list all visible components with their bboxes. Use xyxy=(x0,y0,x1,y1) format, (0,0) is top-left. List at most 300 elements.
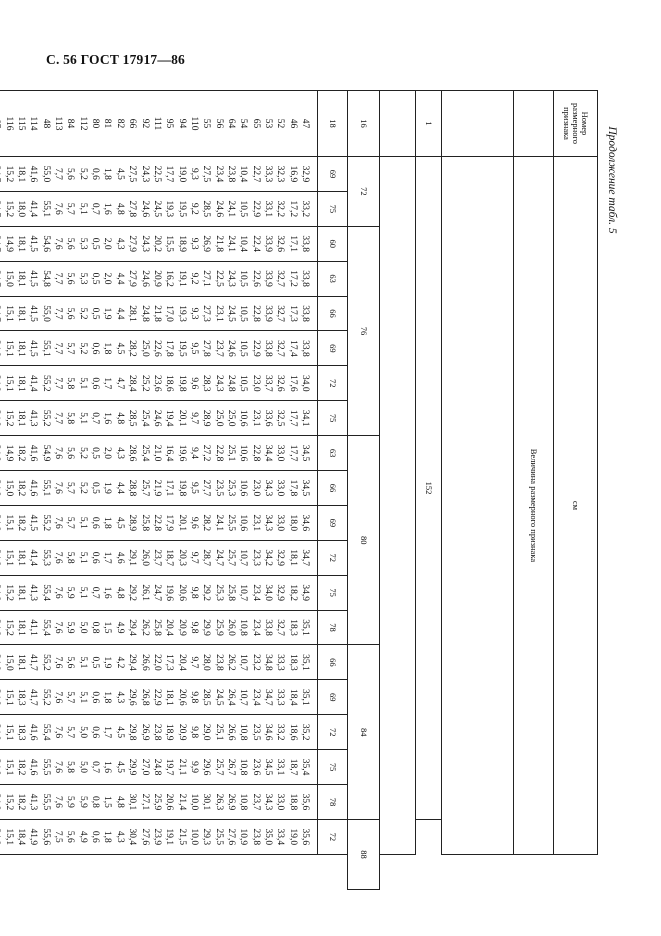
value-cell: 41,3 xyxy=(28,793,39,811)
value-cell: 4,3 xyxy=(114,237,125,250)
value-cell: 1,8 xyxy=(102,342,113,355)
value-cell: 17,4 xyxy=(287,340,298,357)
value-cell: 32,6 xyxy=(275,235,286,253)
value-cell: 0,8 xyxy=(90,796,101,808)
value-cell: 30,1 xyxy=(201,793,212,811)
value-cell: 23,4 xyxy=(213,165,224,183)
value-column xyxy=(0,540,318,575)
value-cell: 9,3 xyxy=(188,307,199,320)
value-column xyxy=(0,750,318,785)
value-cell: 34,4 xyxy=(262,444,273,462)
value-cell: 9,2 xyxy=(188,202,199,215)
value-cell: 7,6 xyxy=(53,656,64,669)
value-cell: 17,2 xyxy=(287,270,298,287)
value-cell: 5,0 xyxy=(77,726,88,739)
value-cell: 32,3 xyxy=(275,165,286,183)
table-rotated xyxy=(3,90,598,890)
value-cell: 35,1 xyxy=(300,619,310,636)
value-cell: 21,4 xyxy=(176,793,187,811)
row-id: 114 xyxy=(28,116,39,131)
value-cell: 32,9 xyxy=(275,549,286,567)
value-cell: 18,2 xyxy=(16,479,27,497)
value-cell: 55,2 xyxy=(40,374,51,392)
value-cell: 27,5 xyxy=(127,165,138,183)
value-cell: 1,7 xyxy=(102,726,113,739)
value-cell: 22,6 xyxy=(250,270,261,287)
value-cell: 26,9 xyxy=(225,793,236,811)
value-cell: 33,1 xyxy=(275,758,286,776)
value-cell: 4,3 xyxy=(114,691,125,704)
value-cell: 29,6 xyxy=(127,688,138,706)
value-cell: 41,3 xyxy=(28,584,39,601)
value-cell: 4,5 xyxy=(114,761,125,774)
column-header-cell: 78 xyxy=(318,785,348,820)
value-cell: 5,9 xyxy=(65,621,76,634)
value-cell: 18,1 xyxy=(16,584,27,601)
value-cell: 5,9 xyxy=(77,796,88,808)
value-cell: 55,0 xyxy=(40,165,51,183)
value-cell: 25,1 xyxy=(213,723,224,741)
value-cell: 28,2 xyxy=(127,340,138,357)
value-column xyxy=(0,157,318,192)
value-column xyxy=(0,436,318,471)
value-cell: 41,5 xyxy=(28,514,39,532)
value-cell: 19,5 xyxy=(176,200,187,218)
value-cell: 7,5 xyxy=(53,830,64,843)
value-cell: 19,0 xyxy=(287,828,298,846)
value-cell: 24,6 xyxy=(213,200,224,218)
value-cell: 25,7 xyxy=(225,549,236,567)
value-cell: 4,5 xyxy=(114,168,125,180)
value-cell: 26,0 xyxy=(139,549,150,567)
value-cell: 29,3 xyxy=(201,828,212,846)
value-cell: 55,1 xyxy=(40,340,51,357)
value-cell: 5,8 xyxy=(65,551,76,564)
value-cell: 5,0 xyxy=(77,621,88,634)
code-label-spacer xyxy=(514,91,554,157)
value-column xyxy=(0,785,318,820)
spacer-cell xyxy=(442,91,514,157)
value-cell: 9,7 xyxy=(188,656,199,669)
value-cell: 18,1 xyxy=(16,654,27,671)
value-cell: 17,2 xyxy=(287,200,298,218)
value-cell: 7,6 xyxy=(53,691,64,704)
value-cell: 9,6 xyxy=(188,516,199,529)
value-cell: 21,5 xyxy=(176,828,187,846)
value-cell: 22,9 xyxy=(151,688,162,706)
value-cell: 10,6 xyxy=(238,444,249,462)
value-cell: 7,6 xyxy=(53,237,64,250)
value-cell: 23,5 xyxy=(250,723,261,741)
value-cell: 1,9 xyxy=(102,307,113,320)
value-cell: 34,6 xyxy=(300,514,310,532)
value-cell: 18,2 xyxy=(16,444,27,462)
value-cell: 1,7 xyxy=(102,377,113,390)
value-cell: 7,6 xyxy=(53,621,64,634)
value-column xyxy=(0,505,318,540)
value-cell: 28,9 xyxy=(127,514,138,532)
value-cell: 24,8 xyxy=(139,305,150,322)
row-id: 65 xyxy=(250,118,261,129)
value-cell: 27,5 xyxy=(201,165,212,183)
level2-header-cell: 88 xyxy=(348,819,380,889)
value-cell: 5,6 xyxy=(65,830,76,843)
value-cell: 32,9 xyxy=(275,584,286,601)
value-cell: 32,7 xyxy=(275,305,286,322)
value-cell: 27,1 xyxy=(201,270,212,287)
value-cell: 22,8 xyxy=(250,444,261,462)
value-cell: 22,0 xyxy=(151,654,162,671)
value-cell: 9,8 xyxy=(188,691,199,704)
table-continuation-label: Продолжение табл. 5 xyxy=(606,126,618,234)
value-cell: 29,2 xyxy=(201,584,212,601)
value-cell: 15,1 xyxy=(3,549,14,567)
value-cell: 15,2 xyxy=(3,584,14,601)
value-cell: 15,2 xyxy=(3,409,14,427)
value-cell: 10,6 xyxy=(238,409,249,427)
value-cell: 54,9 xyxy=(40,444,51,462)
value-cell: 32,5 xyxy=(275,409,286,427)
value-cell: 23,9 xyxy=(151,828,162,846)
value-cell: 25,1 xyxy=(225,444,236,462)
value-cell: 0,5 xyxy=(90,656,101,669)
value-cell: 20,9 xyxy=(151,270,162,287)
column-header-cell: 60 xyxy=(318,226,348,261)
value-cell: 35,1 xyxy=(300,654,310,671)
value-cell: 1,9 xyxy=(102,656,113,669)
value-cell: 33,8 xyxy=(300,270,310,287)
value-cell: 24,5 xyxy=(213,688,224,706)
value-cell: 35,6 xyxy=(300,793,310,811)
value-cell: 0,6 xyxy=(90,516,101,529)
value-cell: 27,2 xyxy=(201,444,212,462)
value-cell: 26,2 xyxy=(139,619,150,636)
value-cell: 7,7 xyxy=(53,307,64,320)
value-cell: 9,8 xyxy=(188,621,199,634)
unit-cell: см xyxy=(554,157,598,855)
value-cell: 29,4 xyxy=(127,619,138,636)
value-cell: 33,6 xyxy=(262,409,273,427)
value-cell: 10,7 xyxy=(238,654,249,671)
value-cell: 10,5 xyxy=(238,340,249,357)
value-cell: 7,6 xyxy=(53,516,64,529)
value-cell: 22,9 xyxy=(250,340,261,357)
value-cell: 22,9 xyxy=(250,200,261,218)
value-cell: 17,7 xyxy=(287,409,298,427)
value-cell: 34,2 xyxy=(262,549,273,567)
value-cell: 24,1 xyxy=(225,235,236,253)
value-cell: 1,6 xyxy=(102,412,113,425)
value-cell: 55,5 xyxy=(40,793,51,811)
value-cell: 55,3 xyxy=(40,549,51,567)
value-cell: 35,1 xyxy=(300,688,310,706)
value-cell: 4,8 xyxy=(114,412,125,425)
value-cell: 54,6 xyxy=(40,235,51,253)
value-column xyxy=(0,575,318,610)
value-cell: 19,1 xyxy=(164,828,175,846)
value-column xyxy=(0,610,318,645)
value-cell: 24,7 xyxy=(151,584,162,601)
page-header: С. 56 ГОСТ 17917—86 xyxy=(46,52,185,67)
value-cell: 1,5 xyxy=(102,796,113,808)
value-cell: 25,4 xyxy=(139,444,150,462)
value-cell: 27,8 xyxy=(201,340,212,357)
value-cell: 25,3 xyxy=(225,479,236,497)
value-cell: 25,5 xyxy=(225,514,236,532)
row-id: 84 xyxy=(65,118,76,129)
value-cell: 33,3 xyxy=(275,688,286,706)
value-cell: 20,6 xyxy=(176,688,187,706)
value-cell: 10,4 xyxy=(238,235,249,253)
value-cell: 19,8 xyxy=(176,479,187,497)
value-cell: 33,2 xyxy=(300,200,310,218)
value-cell: 24,6 xyxy=(151,409,162,427)
value-cell: 55,1 xyxy=(40,479,51,497)
value-cell: 19,6 xyxy=(176,444,187,462)
value-cell: 0,6 xyxy=(90,342,101,355)
value-cell: 28,9 xyxy=(201,409,212,427)
value-cell: 24,3 xyxy=(213,374,224,392)
value-cell: 1,8 xyxy=(102,516,113,529)
value-cell: 23,0 xyxy=(250,479,261,497)
value-cell: 4,4 xyxy=(114,482,125,494)
value-cell: 4,8 xyxy=(114,586,125,599)
value-column xyxy=(0,715,318,750)
value-cell: 18,3 xyxy=(287,654,298,671)
value-column xyxy=(0,401,318,436)
value-cell: 0,5 xyxy=(90,482,101,494)
value-cell: 23,4 xyxy=(250,688,261,706)
value-cell: 26,4 xyxy=(225,688,236,706)
value-cell: 55,0 xyxy=(40,305,51,322)
value-column xyxy=(0,645,318,680)
value-column xyxy=(0,226,318,261)
value-cell: 5,0 xyxy=(77,761,88,774)
value-cell: 0,6 xyxy=(90,691,101,704)
value-cell: 41,6 xyxy=(28,758,39,776)
value-cell: 4,5 xyxy=(114,726,125,739)
value-cell: 18,9 xyxy=(176,235,187,253)
value-cell: 0,5 xyxy=(90,237,101,250)
value-cell: 4,3 xyxy=(114,447,125,459)
value-cell: 9,8 xyxy=(188,726,199,739)
value-cell: 33,9 xyxy=(262,305,273,322)
value-cell: 18,1 xyxy=(16,305,27,322)
value-cell: 5,8 xyxy=(65,412,76,425)
value-cell: 4,7 xyxy=(114,377,125,390)
value-cell: 41,6 xyxy=(28,444,39,462)
value-cell: 35,0 xyxy=(262,828,273,846)
value-cell: 0,6 xyxy=(90,168,101,180)
value-cell: 10,8 xyxy=(238,793,249,811)
header-row-number-cell: 1 xyxy=(416,91,442,157)
value-cell: 10,8 xyxy=(238,723,249,741)
value-cell: 34,0 xyxy=(300,374,310,392)
value-cell: 0,5 xyxy=(90,272,101,285)
value-cell: 15,1 xyxy=(3,688,14,706)
value-cell: 27,6 xyxy=(139,828,150,846)
value-cell: 24,5 xyxy=(225,305,236,322)
value-cell: 21,1 xyxy=(176,758,187,776)
value-cell: 25,2 xyxy=(139,374,150,392)
value-cell: 29,8 xyxy=(127,723,138,741)
value-cell: 7,7 xyxy=(53,377,64,390)
value-cell: 26,6 xyxy=(225,723,236,741)
value-cell: 34,1 xyxy=(300,409,310,427)
value-cell: 19,8 xyxy=(176,374,187,392)
value-cell: 55,2 xyxy=(40,688,51,706)
value-cell: 25,9 xyxy=(213,619,224,636)
value-cell: 18,1 xyxy=(16,549,27,567)
value-cell: 18,1 xyxy=(164,688,175,706)
value-cell: 16,4 xyxy=(164,444,175,462)
level2-header-cell: 72 xyxy=(348,157,380,227)
value-cell: 23,7 xyxy=(151,549,162,567)
value-cell: 33,7 xyxy=(262,374,273,392)
value-cell: 5,8 xyxy=(65,761,76,774)
value-cell: 4,3 xyxy=(114,830,125,843)
value-cell: 5,6 xyxy=(65,447,76,459)
row-id: 116 xyxy=(3,116,14,131)
value-cell: 18,1 xyxy=(16,374,27,392)
value-cell: 23,1 xyxy=(213,305,224,322)
value-cell: 19,0 xyxy=(176,165,187,183)
value-cell: 10,8 xyxy=(238,619,249,636)
value-cell: 5,1 xyxy=(77,202,88,215)
value-cell: 5,8 xyxy=(65,377,76,390)
value-cell: 1,9 xyxy=(102,482,113,494)
value-cell: 7,6 xyxy=(53,761,64,774)
column-header-cell: 63 xyxy=(318,436,348,471)
value-cell: 19,5 xyxy=(176,340,187,357)
value-cell: 25,0 xyxy=(213,409,224,427)
value-cell: 5,7 xyxy=(65,726,76,739)
value-cell: 24,3 xyxy=(139,235,150,253)
value-cell: 20,3 xyxy=(176,549,187,567)
value-cell: 18,1 xyxy=(16,165,27,183)
value-cell: 33,3 xyxy=(262,165,273,183)
value-cell: 20,4 xyxy=(164,619,175,636)
column-header-cell: 72 xyxy=(318,540,348,575)
value-cell: 41,4 xyxy=(28,549,39,567)
value-cell: 29,4 xyxy=(127,654,138,671)
value-cell: 5,2 xyxy=(77,307,88,320)
value-cell: 18,2 xyxy=(16,514,27,532)
row-id: 54 xyxy=(238,118,249,129)
value-cell: 34,5 xyxy=(262,758,273,776)
value-cell: 0,7 xyxy=(90,761,101,774)
value-cell: 10,9 xyxy=(238,828,249,846)
value-cell: 27,8 xyxy=(127,200,138,218)
value-cell: 18,0 xyxy=(16,200,27,218)
value-cell: 18,1 xyxy=(16,270,27,287)
value-cell: 33,8 xyxy=(262,340,273,357)
column-header-cell: 75 xyxy=(318,191,348,226)
row-id: 82 xyxy=(114,118,125,129)
value-cell: 19,4 xyxy=(164,409,175,427)
value-cell: 17,6 xyxy=(287,374,298,392)
value-cell: 21,0 xyxy=(151,444,162,462)
row-id: 110 xyxy=(188,116,199,131)
row-id: 92 xyxy=(139,118,150,129)
value-cell: 15,0 xyxy=(3,270,14,287)
value-cell: 4,8 xyxy=(114,202,125,215)
value-cell: 22,8 xyxy=(213,444,224,462)
value-cell: 0,6 xyxy=(90,830,101,843)
value-cell: 34,3 xyxy=(262,479,273,497)
row-id: 66 xyxy=(127,118,138,129)
value-cell: 4,4 xyxy=(114,307,125,320)
spacer-cell xyxy=(380,91,416,157)
value-cell: 17,9 xyxy=(164,514,175,532)
value-cell: 0,7 xyxy=(90,412,101,425)
value-cell: 5,1 xyxy=(77,656,88,669)
value-cell: 1,5 xyxy=(102,621,113,634)
value-cell: 15,2 xyxy=(3,619,14,636)
value-cell: 22,6 xyxy=(151,340,162,357)
value-cell: 33,9 xyxy=(262,235,273,253)
value-cell: 35,4 xyxy=(300,758,310,776)
value-cell: 7,6 xyxy=(53,202,64,215)
value-cell: 55,2 xyxy=(40,514,51,532)
value-cell: 28,5 xyxy=(201,688,212,706)
row-id: 53 xyxy=(262,118,273,129)
value-cell: 10,5 xyxy=(238,270,249,287)
value-cell: 9,2 xyxy=(188,272,199,285)
value-cell: 9,8 xyxy=(188,586,199,599)
row-id: 64 xyxy=(225,118,236,129)
value-cell: 34,6 xyxy=(262,723,273,741)
value-cell: 7,6 xyxy=(53,482,64,494)
value-cell: 7,6 xyxy=(53,726,64,739)
row-id: 115 xyxy=(16,116,27,131)
value-cell: 1,8 xyxy=(102,168,113,180)
value-column xyxy=(0,366,318,401)
value-cell: 25,8 xyxy=(139,514,150,532)
value-cell: 24,3 xyxy=(225,270,236,287)
value-cell: 55,6 xyxy=(40,828,51,846)
value-cell: 9,3 xyxy=(188,237,199,250)
value-cell: 5,1 xyxy=(77,412,88,425)
value-cell: 24,1 xyxy=(213,514,224,532)
level2-header-cell: 80 xyxy=(348,436,380,645)
value-cell: 10,6 xyxy=(238,514,249,532)
value-cell: 15,1 xyxy=(3,514,14,532)
value-cell: 7,7 xyxy=(53,168,64,180)
row-id: 111 xyxy=(151,116,162,131)
value-cell: 19,3 xyxy=(176,305,187,322)
value-cell: 55,2 xyxy=(40,409,51,427)
value-cell: 26,8 xyxy=(139,688,150,706)
value-cell: 30,4 xyxy=(127,828,138,846)
value-cell: 17,3 xyxy=(287,305,298,322)
value-cell: 1,6 xyxy=(102,202,113,215)
value-cell: 28,1 xyxy=(127,305,138,322)
value-cell: 26,0 xyxy=(225,619,236,636)
value-cell: 26,9 xyxy=(139,723,150,741)
value-cell: 0,6 xyxy=(90,726,101,739)
value-column xyxy=(0,296,318,331)
value-column xyxy=(0,191,318,226)
value-cell: 32,7 xyxy=(275,340,286,357)
value-cell: 33,0 xyxy=(275,479,286,497)
row-id: 52 xyxy=(275,118,286,129)
header-row-number-cell: 16 xyxy=(348,91,380,157)
value-cell: 21,8 xyxy=(151,305,162,322)
value-cell: 23,4 xyxy=(250,619,261,636)
value-cell: 15,1 xyxy=(3,758,14,776)
value-cell: 17,0 xyxy=(164,305,175,322)
